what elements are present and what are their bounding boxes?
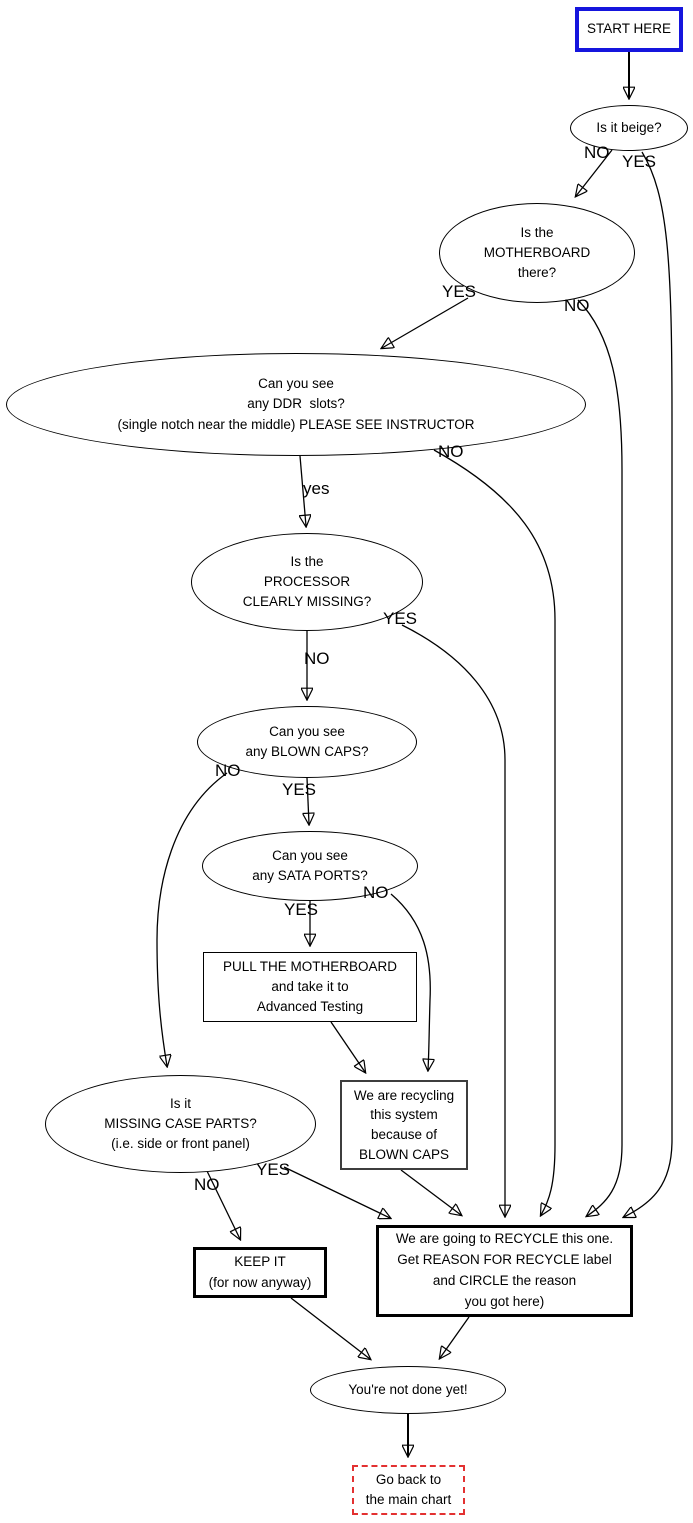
case-parts-line: (i.e. side or front panel) xyxy=(111,1136,250,1152)
recycle-line: and CIRCLE the reason xyxy=(432,1273,577,1288)
edge-label-caps-yes: YES xyxy=(282,780,317,799)
pull-motherboard-line: and take it to xyxy=(271,978,349,994)
edge-label-processor-yes: YES xyxy=(383,609,418,628)
start-here-label: START HERE xyxy=(586,21,672,37)
keep-it-line: (for now anyway) xyxy=(208,1274,312,1290)
edge-caseparts-yes-recycle xyxy=(284,1167,390,1218)
motherboard-line: MOTHERBOARD xyxy=(483,244,591,260)
edge-pull-recyclingcaps xyxy=(331,1022,365,1072)
edge-label-caps-no: NO xyxy=(215,761,241,780)
pull-motherboard-line: Advanced Testing xyxy=(256,999,364,1015)
case-parts-line: Is it xyxy=(169,1095,191,1111)
edge-recyclingcaps-recycle xyxy=(401,1170,461,1215)
recycling-caps-line: We are recycling xyxy=(353,1087,455,1103)
recycle-line: Get REASON FOR RECYCLE label xyxy=(397,1252,612,1268)
node-recycle-this-one xyxy=(376,1225,633,1317)
edge-label-sata-yes: YES xyxy=(284,900,319,919)
edge-beige-yes-recycle xyxy=(624,152,672,1217)
pull-motherboard-line: PULL THE MOTHERBOARD xyxy=(222,958,398,974)
keep-it-line: KEEP IT xyxy=(234,1254,286,1270)
edge-label-beige-yes: YES xyxy=(622,152,657,171)
go-back-line: the main chart xyxy=(365,1492,452,1507)
sata-ports-line: Can you see xyxy=(272,847,348,863)
blown-caps-line: any BLOWN CAPS? xyxy=(245,744,369,759)
recycling-caps-line: this system xyxy=(370,1107,438,1123)
node-ddr-slots xyxy=(6,353,586,456)
not-done-label: You're not done yet! xyxy=(348,1381,468,1397)
node-keep-it xyxy=(193,1247,327,1298)
edge-label-beige-no: NO xyxy=(584,143,610,162)
sata-ports-line: any SATA PORTS? xyxy=(252,868,368,883)
node-recycling-blown-caps xyxy=(340,1080,468,1170)
edge-label-processor-no: NO xyxy=(304,649,330,668)
edge-label-caseparts-yes: YES xyxy=(256,1160,291,1179)
blown-caps-line: Can you see xyxy=(269,723,345,739)
motherboard-line: Is the xyxy=(520,224,554,240)
ddr-slots-line: (single notch near the middle) PLEASE SEE INSTRUCTOR xyxy=(117,416,475,432)
edge-recycle-notdone xyxy=(440,1317,469,1358)
node-not-done-yet xyxy=(310,1366,506,1414)
edge-motherboard-no-recycle xyxy=(578,300,622,1216)
processor-line: CLEARLY MISSING? xyxy=(242,594,372,610)
edge-label-ddr-yes: yes xyxy=(303,479,330,498)
node-go-back xyxy=(352,1465,465,1515)
node-pull-motherboard xyxy=(203,952,417,1022)
recycle-line: you got here) xyxy=(464,1293,545,1309)
ddr-slots-line: Can you see xyxy=(258,376,334,392)
motherboard-line: there? xyxy=(517,265,557,281)
edge-label-sata-no: NO xyxy=(363,883,389,902)
edge-label-motherboard-no: NO xyxy=(564,296,590,315)
case-parts-line: MISSING CASE PARTS? xyxy=(104,1115,257,1131)
processor-line: Is the xyxy=(290,553,324,569)
recycle-line: We are going to RECYCLE this one. xyxy=(395,1231,614,1247)
go-back-line: Go back to xyxy=(375,1471,442,1487)
recycling-caps-line: because of xyxy=(370,1127,438,1142)
node-start-here xyxy=(575,7,683,52)
edge-label-motherboard-yes: YES xyxy=(442,282,477,301)
is-it-beige-label: Is it beige? xyxy=(596,119,662,135)
edge-motherboard-yes-ddr xyxy=(382,298,468,348)
edge-blowncaps-no-caseparts xyxy=(157,773,227,1066)
recycling-caps-line: BLOWN CAPS xyxy=(358,1146,450,1162)
edge-label-caseparts-no: NO xyxy=(194,1175,220,1194)
ddr-slots-line: any DDR slots? xyxy=(247,396,345,412)
edge-label-ddr-no: NO xyxy=(438,442,464,461)
processor-line: PROCESSOR xyxy=(263,573,351,589)
node-missing-case-parts xyxy=(45,1075,316,1173)
edge-keepit-notdone xyxy=(291,1298,370,1359)
